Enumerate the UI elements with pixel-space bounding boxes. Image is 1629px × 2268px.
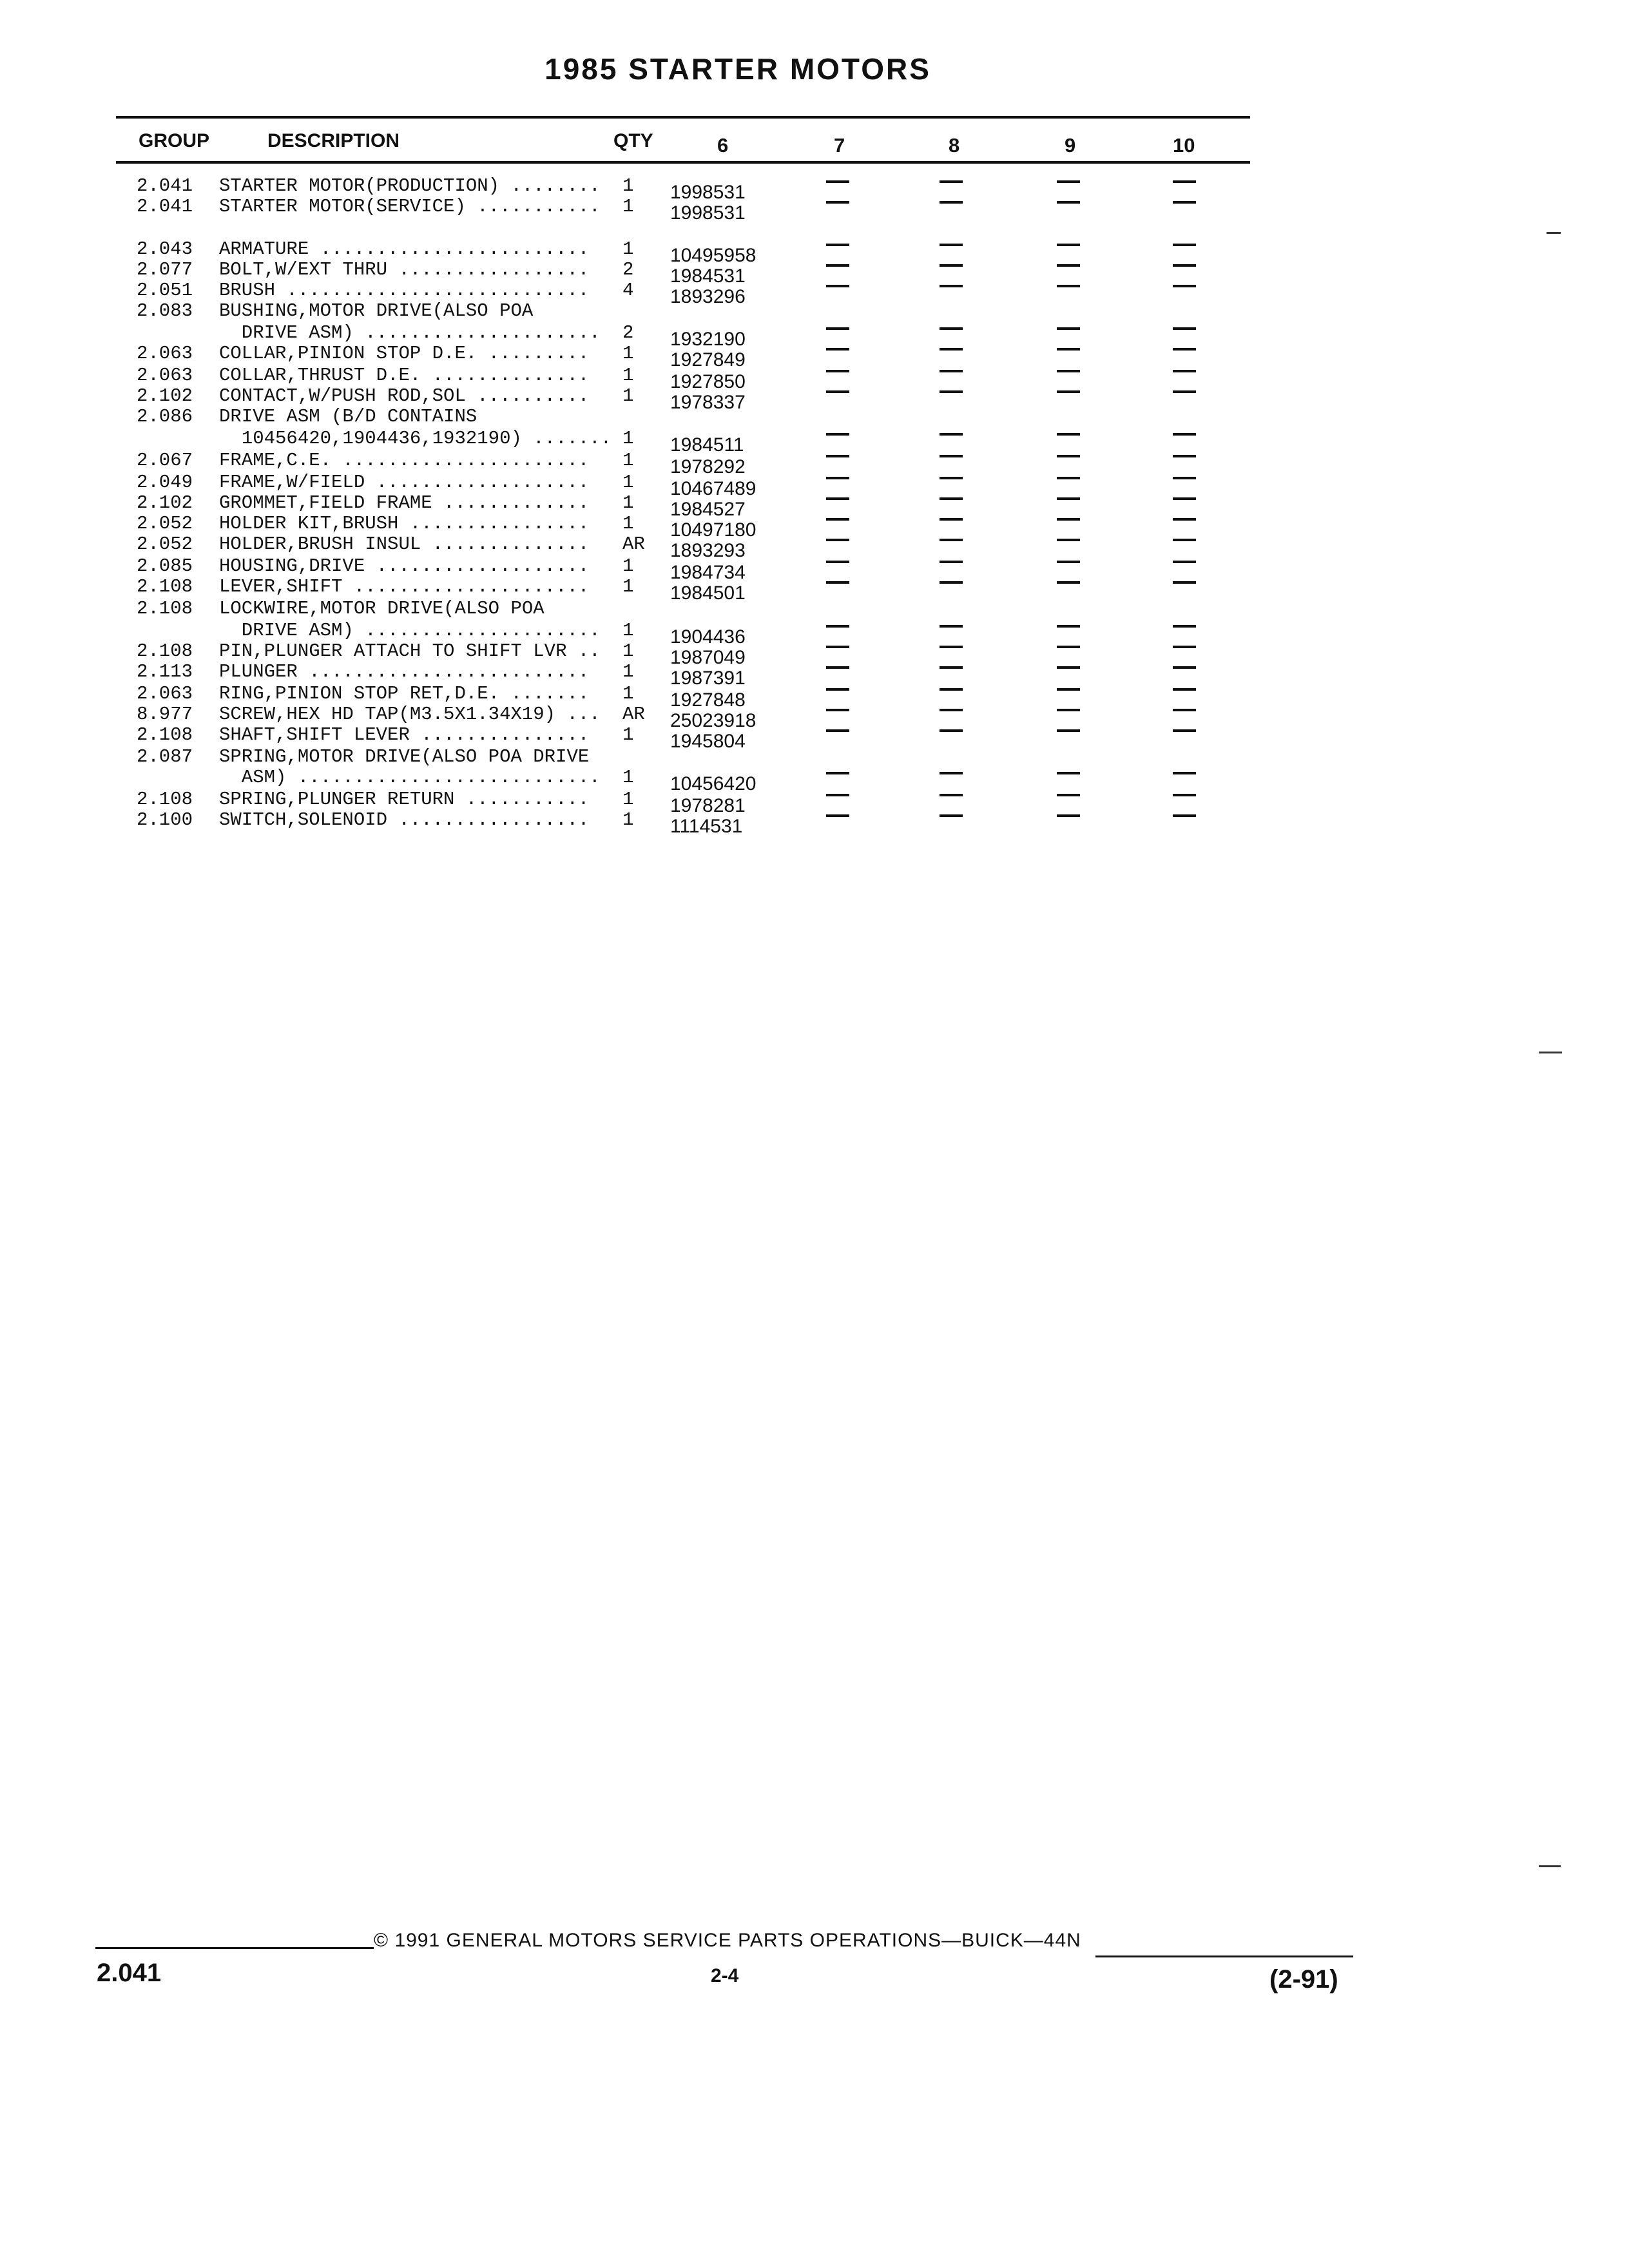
column-header-qty: QTY [613,130,653,151]
description-cell: DRIVE ASM) ..................... [219,322,601,343]
not-applicable-dash [940,709,963,711]
not-applicable-dash [826,264,849,267]
description-cell: BUSHING,MOTOR DRIVE(ALSO POA [219,300,534,322]
qty-cell: 1 [622,640,634,662]
qty-cell: 1 [622,683,634,704]
not-applicable-dash [940,455,963,457]
not-applicable-dash [826,370,849,372]
part-number-cell: 1927848 [670,689,746,711]
qty-cell: 1 [622,724,634,745]
part-number-cell: 10497180 [670,519,757,541]
description-cell: ARMATURE ........................ [219,238,590,260]
qty-cell: 1 [622,809,634,831]
qty-cell: 1 [622,343,634,364]
not-applicable-dash [826,455,849,457]
not-applicable-dash [1173,646,1196,648]
description-cell: SCREW,HEX HD TAP(M3.5X1.34X19) ... [219,704,601,725]
not-applicable-dash [940,814,963,817]
not-applicable-dash [1057,497,1080,500]
group-cell: 2.083 [137,300,193,322]
not-applicable-dash [826,772,849,774]
group-cell: 2.108 [137,640,193,662]
qty-cell: 1 [622,555,634,577]
group-cell: 2.085 [137,555,193,577]
column-header-description: DESCRIPTION [267,130,400,151]
column-header-9: 9 [1065,134,1076,157]
page-title: 1985 STARTER MOTORS [545,52,931,86]
not-applicable-dash [940,539,963,541]
part-number-cell: 1984734 [670,562,746,583]
not-applicable-dash [1057,625,1080,628]
not-applicable-dash [826,433,849,436]
not-applicable-dash [1057,201,1080,204]
qty-cell: 1 [622,661,634,682]
not-applicable-dash [940,666,963,669]
not-applicable-dash [1173,180,1196,183]
group-cell: 2.051 [137,280,193,301]
not-applicable-dash [1173,348,1196,351]
qty-cell: 1 [622,492,634,514]
qty-cell: 1 [622,450,634,471]
not-applicable-dash [826,497,849,500]
footer-page-number: 2-4 [711,1965,739,1986]
not-applicable-dash [826,709,849,711]
description-cell: STARTER MOTOR(SERVICE) ........... [219,196,601,217]
part-number-cell: 1114531 [670,816,743,837]
not-applicable-dash [1057,518,1080,521]
group-cell: 2.041 [137,196,193,217]
qty-cell: 1 [622,767,634,788]
not-applicable-dash [1057,264,1080,267]
not-applicable-dash [826,646,849,648]
part-number-cell: 1927849 [670,349,746,370]
description-cell: BRUSH ........................... [219,280,590,301]
description-cell: STARTER MOTOR(PRODUCTION) ........ [219,175,601,197]
not-applicable-dash [1057,390,1080,393]
not-applicable-dash [1173,794,1196,796]
description-cell: CONTACT,W/PUSH ROD,SOL .......... [219,385,590,407]
not-applicable-dash [826,244,849,246]
description-cell: FRAME,C.E. ...................... [219,450,590,471]
group-cell: 2.102 [137,385,193,407]
not-applicable-dash [1057,794,1080,796]
margin-mark [1547,232,1561,234]
qty-cell: 1 [622,385,634,407]
group-cell: 2.043 [137,238,193,260]
not-applicable-dash [940,285,963,287]
not-applicable-dash [940,180,963,183]
description-cell: SPRING,PLUNGER RETURN ........... [219,789,590,810]
column-header-group: GROUP [139,130,210,151]
group-cell: 2.077 [137,259,193,280]
not-applicable-dash [826,539,849,541]
not-applicable-dash [1057,348,1080,351]
footer-date-code: (2-91) [1269,1965,1338,1994]
not-applicable-dash [940,497,963,500]
not-applicable-dash [940,327,963,330]
part-number-cell: 1945804 [670,731,746,752]
qty-cell: AR [622,704,645,725]
not-applicable-dash [1173,561,1196,563]
not-applicable-dash [1057,814,1080,817]
not-applicable-dash [1173,539,1196,541]
column-header-7: 7 [834,134,845,157]
not-applicable-dash [940,477,963,479]
not-applicable-dash [1173,390,1196,393]
qty-cell: 1 [622,576,634,597]
qty-cell: 1 [622,472,634,493]
not-applicable-dash [1057,244,1080,246]
description-cell: BOLT,W/EXT THRU ................. [219,259,590,280]
column-header-8: 8 [949,134,960,157]
not-applicable-dash [1173,244,1196,246]
description-cell: DRIVE ASM) ..................... [219,620,601,641]
group-cell: 2.063 [137,343,193,364]
part-number-cell: 1893293 [670,540,746,561]
part-number-cell: 1978281 [670,795,746,816]
margin-mark [1539,1865,1561,1867]
description-cell: PIN,PLUNGER ATTACH TO SHIFT LVR .. [219,640,601,662]
not-applicable-dash [1057,729,1080,732]
not-applicable-dash [1057,477,1080,479]
not-applicable-dash [1173,455,1196,457]
not-applicable-dash [940,518,963,521]
part-number-cell: 1978292 [670,456,746,477]
not-applicable-dash [940,794,963,796]
not-applicable-dash [826,688,849,691]
not-applicable-dash [826,180,849,183]
description-cell: SPRING,MOTOR DRIVE(ALSO POA DRIVE [219,746,590,767]
group-cell: 2.102 [137,492,193,514]
qty-cell: 1 [622,513,634,534]
qty-cell: 1 [622,620,634,641]
group-cell: 2.067 [137,450,193,471]
description-cell: SHAFT,SHIFT LEVER ............... [219,724,590,745]
not-applicable-dash [826,581,849,584]
not-applicable-dash [940,625,963,628]
not-applicable-dash [1173,201,1196,204]
part-number-cell: 1893296 [670,286,746,307]
group-cell: 2.041 [137,175,193,197]
description-cell: COLLAR,PINION STOP D.E. ......... [219,343,590,364]
not-applicable-dash [1173,518,1196,521]
column-header-6: 6 [717,134,729,157]
group-cell: 2.049 [137,472,193,493]
header-rule [116,161,1250,164]
part-number-cell: 1984531 [670,265,746,287]
not-applicable-dash [826,201,849,204]
group-cell: 8.977 [137,704,193,725]
group-cell: 2.052 [137,513,193,534]
top-rule [116,116,1250,119]
not-applicable-dash [940,390,963,393]
description-cell: HOUSING,DRIVE ................... [219,555,590,577]
not-applicable-dash [940,561,963,563]
not-applicable-dash [1173,327,1196,330]
group-cell: 2.100 [137,809,193,831]
not-applicable-dash [940,264,963,267]
group-cell: 2.113 [137,661,193,682]
not-applicable-dash [1173,370,1196,372]
not-applicable-dash [1057,455,1080,457]
not-applicable-dash [1057,180,1080,183]
group-cell: 2.087 [137,746,193,767]
description-cell: RING,PINION STOP RET,D.E. ....... [219,683,590,704]
not-applicable-dash [826,390,849,393]
description-cell: COLLAR,THRUST D.E. .............. [219,365,590,386]
qty-cell: 1 [622,365,634,386]
not-applicable-dash [940,433,963,436]
qty-cell: 1 [622,238,634,260]
footer-rule-right [1095,1956,1353,1957]
not-applicable-dash [1173,581,1196,584]
not-applicable-dash [1173,709,1196,711]
description-cell: 10456420,1904436,1932190) ....... [219,428,612,449]
description-cell: DRIVE ASM (B/D CONTAINS [219,406,477,427]
part-number-cell: 1987391 [670,668,746,689]
not-applicable-dash [1173,625,1196,628]
not-applicable-dash [826,625,849,628]
not-applicable-dash [1057,772,1080,774]
not-applicable-dash [826,477,849,479]
part-number-cell: 1998531 [670,182,746,203]
footer-group-ref: 2.041 [97,1959,162,1987]
group-cell: 2.086 [137,406,193,427]
part-number-cell: 1978337 [670,392,746,413]
not-applicable-dash [940,581,963,584]
footer-copyright: © 1991 GENERAL MOTORS SERVICE PARTS OPERATIONS—BUICK—44N [374,1930,1081,1951]
not-applicable-dash [1057,285,1080,287]
not-applicable-dash [826,814,849,817]
group-cell: 2.108 [137,598,193,619]
part-number-cell: 1932190 [670,329,746,350]
margin-mark [1539,1052,1562,1053]
not-applicable-dash [1057,327,1080,330]
not-applicable-dash [1173,285,1196,287]
qty-cell: 1 [622,428,634,449]
group-cell: 2.063 [137,683,193,704]
not-applicable-dash [826,729,849,732]
qty-cell: 1 [622,196,634,217]
group-cell: 2.052 [137,533,193,555]
group-cell: 2.108 [137,724,193,745]
description-cell: GROMMET,FIELD FRAME ............. [219,492,590,514]
not-applicable-dash [1057,646,1080,648]
not-applicable-dash [1173,477,1196,479]
part-number-cell: 10456420 [670,773,757,794]
part-number-cell: 1984501 [670,582,746,604]
description-cell: HOLDER KIT,BRUSH ................ [219,513,590,534]
not-applicable-dash [1057,709,1080,711]
not-applicable-dash [1173,772,1196,774]
not-applicable-dash [1173,688,1196,691]
description-cell: HOLDER,BRUSH INSUL .............. [219,533,590,555]
description-cell: SWITCH,SOLENOID ................. [219,809,590,831]
qty-cell: 1 [622,175,634,197]
not-applicable-dash [826,327,849,330]
column-header-10: 10 [1173,134,1195,157]
part-number-cell: 25023918 [670,710,757,731]
part-number-cell: 10495958 [670,245,757,266]
group-cell: 2.108 [137,789,193,810]
not-applicable-dash [1173,666,1196,669]
not-applicable-dash [940,370,963,372]
not-applicable-dash [940,688,963,691]
not-applicable-dash [1057,433,1080,436]
qty-cell: AR [622,533,645,555]
not-applicable-dash [1057,370,1080,372]
description-cell: LEVER,SHIFT ..................... [219,576,590,597]
qty-cell: 1 [622,789,634,810]
part-number-cell: 1927850 [670,371,746,392]
footer-rule-left [95,1947,374,1949]
qty-cell: 4 [622,280,634,301]
not-applicable-dash [1057,539,1080,541]
not-applicable-dash [1057,666,1080,669]
qty-cell: 2 [622,322,634,343]
not-applicable-dash [940,646,963,648]
not-applicable-dash [826,348,849,351]
not-applicable-dash [1057,561,1080,563]
not-applicable-dash [826,285,849,287]
description-cell: PLUNGER ......................... [219,661,590,682]
not-applicable-dash [1173,814,1196,817]
not-applicable-dash [1173,264,1196,267]
not-applicable-dash [1173,433,1196,436]
part-number-cell: 10467489 [670,478,757,499]
not-applicable-dash [826,666,849,669]
not-applicable-dash [940,772,963,774]
not-applicable-dash [1057,581,1080,584]
part-number-cell: 1998531 [670,202,746,224]
not-applicable-dash [940,348,963,351]
part-number-cell: 1984527 [670,499,746,520]
not-applicable-dash [1173,729,1196,732]
not-applicable-dash [826,794,849,796]
description-cell: LOCKWIRE,MOTOR DRIVE(ALSO POA [219,598,545,619]
not-applicable-dash [940,201,963,204]
not-applicable-dash [1173,497,1196,500]
part-number-cell: 1904436 [670,626,746,648]
description-cell: FRAME,W/FIELD ................... [219,472,590,493]
not-applicable-dash [1057,688,1080,691]
not-applicable-dash [940,729,963,732]
part-number-cell: 1987049 [670,647,746,668]
not-applicable-dash [826,518,849,521]
group-cell: 2.108 [137,576,193,597]
description-cell: ASM) ........................... [219,767,601,788]
group-cell: 2.063 [137,365,193,386]
qty-cell: 2 [622,259,634,280]
not-applicable-dash [826,561,849,563]
not-applicable-dash [940,244,963,246]
part-number-cell: 1984511 [670,434,744,456]
